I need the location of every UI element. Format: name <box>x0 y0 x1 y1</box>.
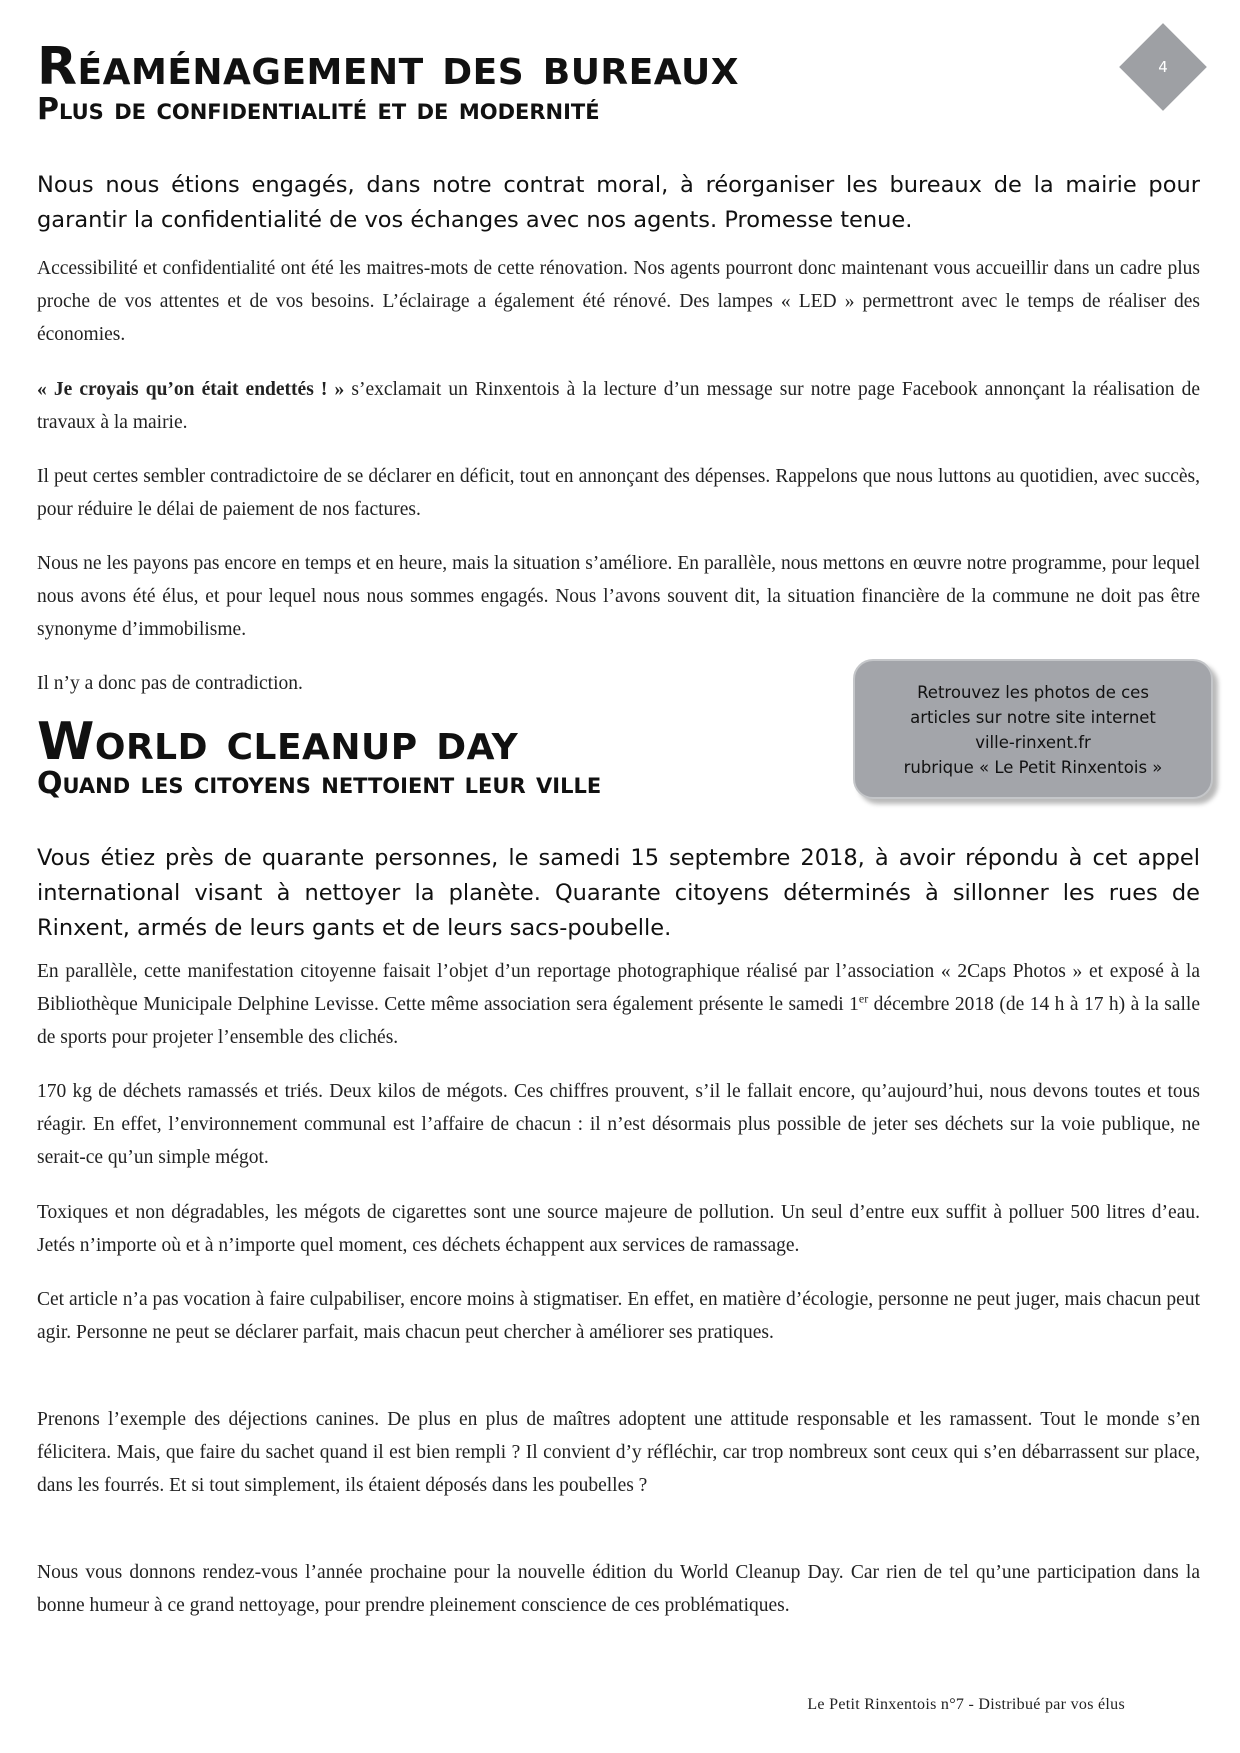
callout-line-1: Retrouvez les photos de ces <box>917 683 1149 702</box>
footer-credit: Le Petit Rinxentois n°7 - Distribué par vos élus <box>807 1696 1125 1713</box>
section-title-reamenagement: Réaménagement des bureaux <box>37 37 739 97</box>
paragraph-culpabiliser: Cet article n’a pas vocation à faire culpabiliser, encore moins à stigmatiser. En effet, en matière d’écologie, personne ne peut juger, mais chacun peut agir. Personne ne peut se déclarer parfait, mais chacun peut chercher à améliorer ses pratiques. <box>37 1289 1200 1343</box>
paragraph-contradiction: Il n’y a donc pas de contradiction. <box>37 673 303 694</box>
photos-callout-box <box>853 659 1213 799</box>
quote-text: « Je croyais qu’on était endettés ! » <box>37 379 345 400</box>
section-title-world-cleanup-day: World cleanup day <box>37 712 519 772</box>
callout-line-2: articles sur notre site internet <box>910 708 1156 727</box>
paragraph-rendez-vous: Nous vous donnons rendez-vous l’année prochaine pour la nouvelle édition du World Cleanup Day. Car rien de tel qu’une participation dans la bonne humeur à ce grand nettoyage, pour prendre pleinement conscience de ces problématiques. <box>37 1562 1200 1616</box>
paragraph-deficit: Il peut certes sembler contradictoire de se déclarer en déficit, tout en annonçant des dépenses. Rappelons que nous luttons au quotidien, avec succès, pour réduire le délai de paiement de nos factures. <box>37 466 1200 520</box>
page-number: 4 <box>1158 58 1168 76</box>
quote-continuation: s’exclamait un Rinxentois à la lecture d’un message sur notre page Facebook annonçant la réalisation de travaux à la mairie. <box>37 379 1200 433</box>
callout-text <box>865 680 1201 780</box>
paragraph-quote-endettes <box>37 373 1200 439</box>
paragraph-reportage <box>37 955 1200 1054</box>
paragraph-dejections: Prenons l’exemple des déjections canines. De plus en plus de maîtres adoptent une attitude responsable et les ramassent. Tout le monde s’en félicitera. Mais, que faire du sachet quand il est bien rempli ? Il convient d’y réfléchir, car trop nombreux sont ceux qui s’en débarrassent sur place, dans les fourrés. Et si tout simplement, ils étaient déposés dans les poubelles ? <box>37 1409 1200 1496</box>
callout-line-4: rubrique « Le Petit Rinxentois » <box>903 758 1163 777</box>
paragraph-dechets: 170 kg de déchets ramassés et triés. Deux kilos de mégots. Ces chiffres prouvent, s’il le fallait encore, qu’aujourd’hui, nous devons toutes et tous réagir. En effet, l’environnement communal est l’affaire de chacun : il n’est désormais plus possible de jeter ses déchets sur la voie publique, ne serait-ce qu’un simple mégot. <box>37 1081 1200 1168</box>
section-subtitle-world-cleanup-day: Quand les citoyens nettoient leur ville <box>37 766 602 801</box>
callout-website: ville-rinxent.fr <box>975 733 1091 752</box>
reportage-text-a: En parallèle, cette manifestation citoyenne faisait l’objet d’un reportage photographique réalisé par l’association « 2Caps Photos » et exposé à la Bibliothèque Municipale Delphine Levisse. Cette même association sera également présente le samedi 1 <box>37 961 1200 1015</box>
lead-paragraph-reamenagement: Nous nous étions engagés, dans notre contrat moral, à réorganiser les bureaux de la mairie pour garantir la confidentialité de vos échanges avec nos agents. Promesse tenue. <box>37 172 1200 233</box>
paragraph-programme: Nous ne les payons pas encore en temps et en heure, mais la situation s’améliore. En parallèle, nous mettons en œuvre notre programme, pour lequel nous avons été élus, et pour lequel nous nous sommes engagés. Nous l’avons souvent dit, la situation financière de la commune ne doit pas être synonyme d’immobilisme. <box>37 553 1200 640</box>
section-subtitle-reamenagement: Plus de confidentialité et de modernité <box>37 92 600 127</box>
paragraph-accessibilite: Accessibilité et confidentialité ont été les maitres-mots de cette rénovation. Nos agents pourront donc maintenant vous accueillir dans un cadre plus proche de vos attentes et de vos besoins. L’éclairage a également été rénové. Des lampes « LED » permettront avec le temps de réaliser des économies. <box>37 258 1200 345</box>
ordinal-suffix: er <box>858 991 869 1006</box>
paragraph-megots: Toxiques et non dégradables, les mégots de cigarettes sont une source majeure de pollution. Un seul d’entre eux suffit à polluer 500 litres d’eau. Jetés n’importe où et à n’importe quel moment, ces déchets échappent aux services de ramassage. <box>37 1202 1200 1256</box>
lead-paragraph-cleanup: Vous étiez près de quarante personnes, le samedi 15 septembre 2018, à avoir répondu à cet appel international visant à nettoyer la planète. Quarante citoyens déterminés à sillonner les rues de Rinxent, armés de leurs gants et de leurs sacs-poubelle. <box>37 845 1200 941</box>
reportage-text-b: décembre 2018 (de 14 h à 17 h) à la salle de sports pour projeter l’ensemble des clichés. <box>37 994 1200 1048</box>
